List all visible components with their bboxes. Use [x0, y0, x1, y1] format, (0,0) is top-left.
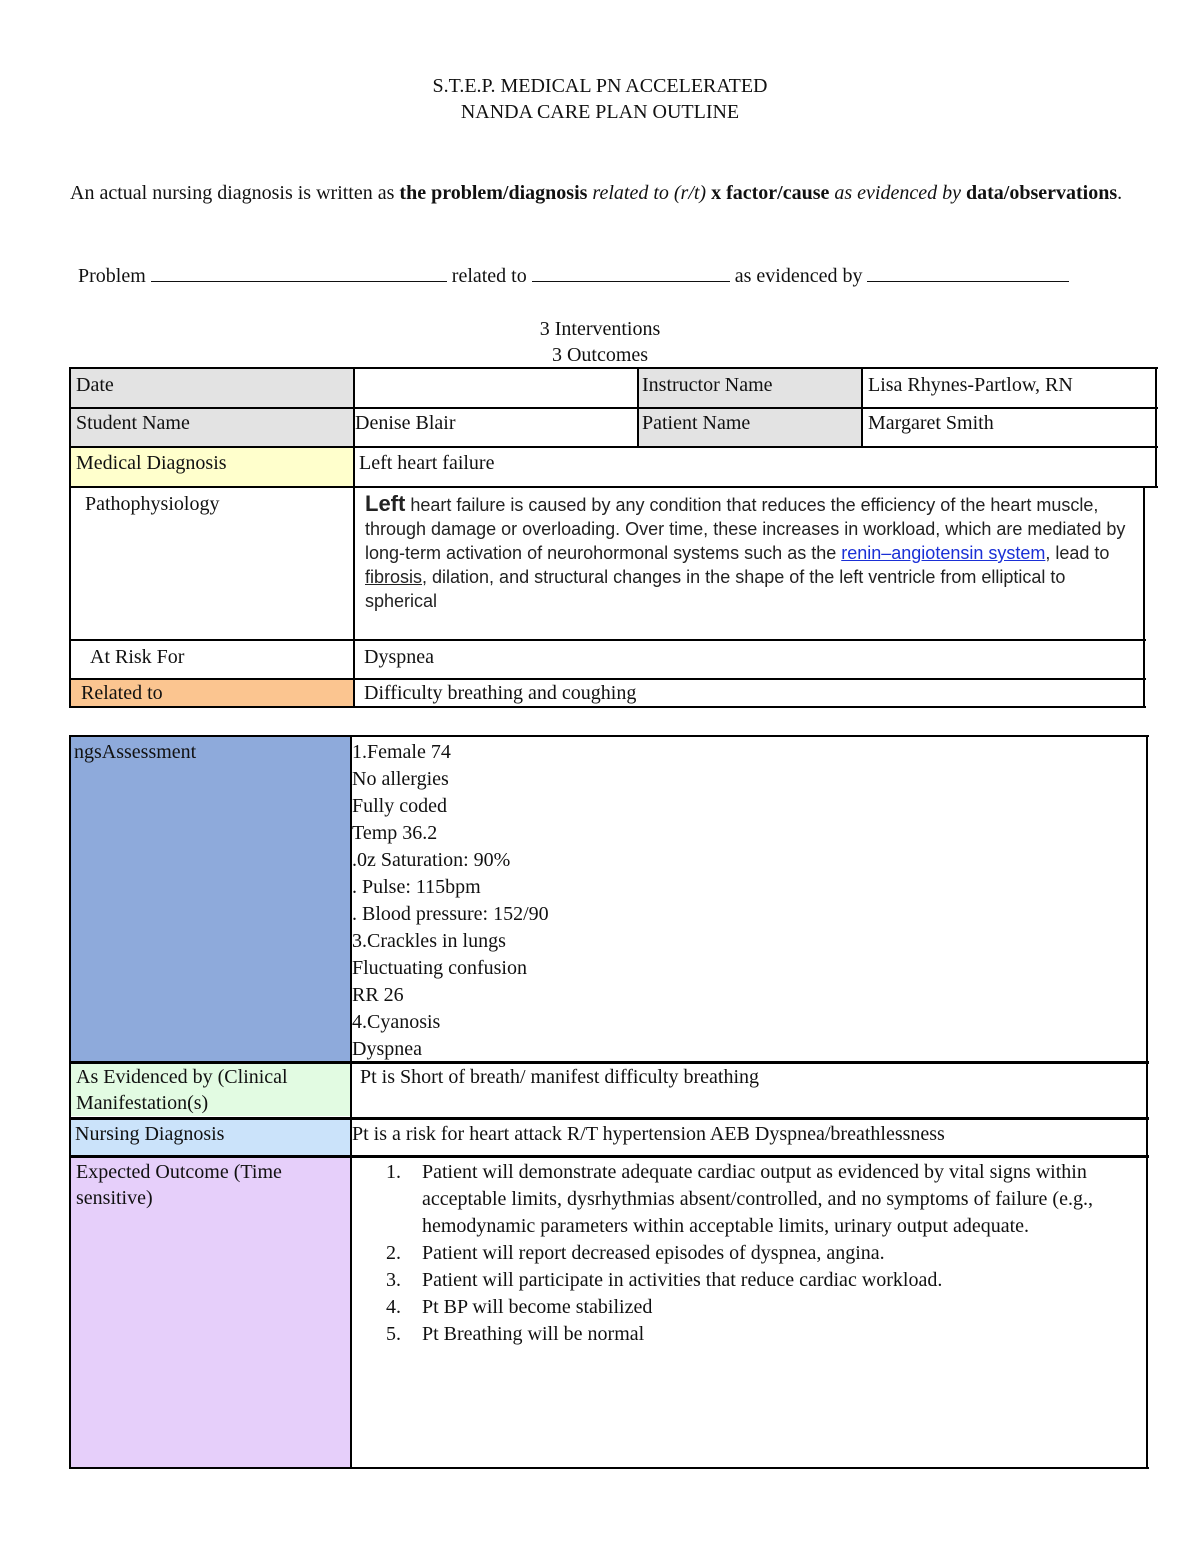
pathophysiology-text: [355, 490, 1143, 639]
table2-border-right: [1146, 735, 1148, 1469]
student-label: Student Name: [76, 412, 190, 434]
student-name: Denise Blair: [355, 412, 456, 434]
related-to-blank[interactable]: [532, 262, 730, 282]
outcome-item: [352, 1294, 1146, 1321]
expected-outcomes-list: [352, 1159, 1146, 1348]
outcome-number: 3.: [386, 1269, 401, 1291]
table2-line-row1: [69, 1061, 1149, 1064]
assessment-line: Fully coded: [352, 795, 447, 817]
pathophysiology-label: Pathophysiology: [85, 493, 220, 515]
fibrosis-link[interactable]: fibrosis: [365, 567, 423, 587]
table1-border-bottom: [69, 706, 1146, 708]
table1-border-left: [69, 367, 71, 708]
outcome-text: Pt BP will become stabilized: [422, 1296, 653, 1318]
date-label: Date: [76, 374, 114, 396]
nursing-diagnosis-value-cell[interactable]: [352, 1120, 1146, 1155]
table1-line-row4: [69, 639, 1146, 641]
assessment-line: 1.Female 74: [352, 741, 451, 763]
table1-line-row1: [69, 407, 1158, 409]
table1-line-row3: [69, 486, 1158, 488]
outcome-text: Patient will report decreased episodes of dyspnea, angina.: [422, 1242, 885, 1264]
evidenced-by-label: as evidenced by: [734, 265, 863, 287]
table1-border-top: [69, 367, 1158, 369]
patho-text-3: , dilation, and structural changes in the shape of the left ventricle from elliptical to spherical: [365, 567, 1066, 611]
table2-col-divider: [350, 735, 352, 1469]
patient-value-cell[interactable]: [863, 409, 1155, 446]
outcome-number: 5.: [386, 1323, 401, 1345]
assessment-line: No allergies: [352, 768, 449, 790]
outcome-number: 2.: [386, 1242, 401, 1264]
table2-border-left: [69, 735, 71, 1469]
outcome-item: [352, 1321, 1146, 1348]
interventions-note: 3 Interventions: [539, 318, 661, 340]
assessment-line: . Pulse: 115bpm: [352, 876, 481, 898]
evidenced-by-value-cell[interactable]: [352, 1064, 1146, 1116]
date-value-cell[interactable]: [355, 369, 637, 407]
assessment-values: [352, 737, 1146, 1061]
at-risk-value-cell[interactable]: [355, 641, 1143, 678]
nursing-diagnosis-label: Nursing Diagnosis: [75, 1123, 225, 1145]
nursing-diagnosis-value: Pt is a risk for heart attack R/T hypertension AEB Dyspnea/breathlessness: [352, 1123, 945, 1145]
renin-angiotensin-link[interactable]: renin–angiotensin system: [841, 543, 1046, 563]
medical-diagnosis-value: Left heart failure: [359, 452, 495, 474]
patho-text-1: heart failure is caused by any condition that reduces the efficiency of the heart muscle, through damage or overloading. Over time, these increases in workload, which are mediated by long-term activation of neurohormonal systems such as the: [365, 495, 1126, 563]
patient-label-cell: [639, 409, 861, 446]
at-risk-label-cell: [71, 641, 353, 678]
intro-bold-problem: the problem/diagnosis: [399, 182, 588, 204]
patient-label: Patient Name: [642, 412, 751, 434]
at-risk-label: At Risk For: [90, 646, 185, 668]
outcome-item: [352, 1240, 1146, 1267]
intro-end: .: [1117, 182, 1123, 204]
table2-line-row3: [69, 1155, 1149, 1158]
evidenced-by-label-cell: [71, 1064, 350, 1116]
medical-diagnosis-value-cell[interactable]: [355, 448, 1155, 486]
related-to-label-text: Related to: [81, 682, 163, 704]
instructor-label: Instructor Name: [642, 374, 773, 396]
assessment-label-cell: [71, 737, 350, 1061]
table1-line-row2: [69, 446, 1158, 448]
assessment-line: Fluctuating confusion: [352, 957, 527, 979]
assessment-line: Dyspnea: [352, 1038, 422, 1060]
instructor-name: Lisa Rhynes-Partlow, RN: [868, 374, 1073, 396]
expected-outcomes-cell: [352, 1158, 1146, 1467]
related-to-value: Difficulty breathing and coughing: [364, 682, 637, 704]
pathophysiology-label-cell: [71, 488, 353, 639]
nursing-diagnosis-label-cell: [71, 1120, 350, 1155]
student-value-cell[interactable]: [355, 409, 637, 446]
outcome-text: Pt Breathing will be normal: [422, 1323, 645, 1345]
assessment-line: 4.Cyanosis: [352, 1011, 441, 1033]
table2-border-bottom: [69, 1467, 1149, 1469]
table1-line-row5: [69, 678, 1146, 680]
at-risk-value: Dyspnea: [364, 646, 434, 668]
related-to-value-cell[interactable]: [355, 680, 1143, 706]
intro-italic-related: related to (r/t): [587, 182, 712, 204]
medical-diagnosis-label-cell: [71, 448, 353, 486]
table1-col-divider: [353, 367, 355, 708]
table2-border-top: [69, 735, 1149, 737]
assessment-line: . Blood pressure: 152/90: [352, 903, 549, 925]
outcome-text: Patient will participate in activities that reduce cardiac workload.: [422, 1269, 943, 1291]
evidenced-by-label-text: As Evidenced by (Clinical Manifestation(s): [76, 1066, 288, 1114]
instructor-label-cell: [639, 369, 861, 407]
evidenced-by-blank[interactable]: [867, 262, 1069, 282]
document-title-line-1: S.T.E.P. MEDICAL PN ACCELERATED: [432, 75, 768, 97]
patient-name: Margaret Smith: [868, 412, 994, 434]
intro-bold-data: data/observations: [966, 182, 1118, 204]
patho-big-word: Left: [365, 491, 406, 516]
outcome-number: 1.: [386, 1161, 401, 1183]
outcome-number: 4.: [386, 1296, 401, 1318]
related-to-label: related to: [451, 265, 527, 287]
assessment-line: 3.Crackles in lungs: [352, 930, 506, 952]
table1-border-right-top: [1155, 367, 1157, 488]
intro-italic-evidenced: as evidenced by: [829, 182, 966, 204]
problem-statement-line: [78, 262, 1069, 289]
intro-text: An actual nursing diagnosis is written as: [70, 182, 400, 204]
outcome-item: [352, 1159, 1146, 1240]
table1-col-divider-3: [861, 367, 863, 448]
related-to-label-cell: [71, 680, 353, 706]
outcomes-note: 3 Outcomes: [551, 344, 649, 366]
patho-text-2: , lead to: [1045, 543, 1110, 563]
table2-line-row2: [69, 1117, 1149, 1120]
problem-label: Problem: [78, 265, 146, 287]
assessment-line: .0z Saturation: 90%: [352, 849, 511, 871]
date-label-cell: [71, 369, 353, 407]
expected-outcome-label-cell: [71, 1158, 350, 1467]
outcome-item: [352, 1267, 1146, 1294]
assessment-label: ngsAssessment: [74, 741, 197, 763]
outcome-text: Patient will demonstrate adequate cardiac output as evidenced by vital signs within acceptable limits, dysrhythmias absent/controlled, and no symptoms of failure (e.g., hemodynamic parameters within acceptable limits, urinary output adequate.: [422, 1161, 1093, 1237]
medical-diagnosis-label: Medical Diagnosis: [76, 452, 227, 474]
intro-bold-factor: x factor/cause: [711, 182, 830, 204]
expected-outcome-label: Expected Outcome (Time sensitive): [76, 1161, 282, 1209]
table1-col-divider-2: [637, 367, 639, 448]
table1-border-right-bottom: [1143, 486, 1145, 708]
assessment-line: RR 26: [352, 984, 404, 1006]
student-label-cell: [71, 409, 353, 446]
instructor-value-cell[interactable]: [863, 369, 1155, 407]
problem-blank[interactable]: [151, 262, 447, 282]
intro-instruction: [70, 180, 1130, 207]
assessment-line: Temp 36.2: [352, 822, 438, 844]
evidenced-by-value: Pt is Short of breath/ manifest difficulty breathing: [360, 1066, 760, 1088]
document-title-line-2: NANDA CARE PLAN OUTLINE: [460, 101, 740, 123]
